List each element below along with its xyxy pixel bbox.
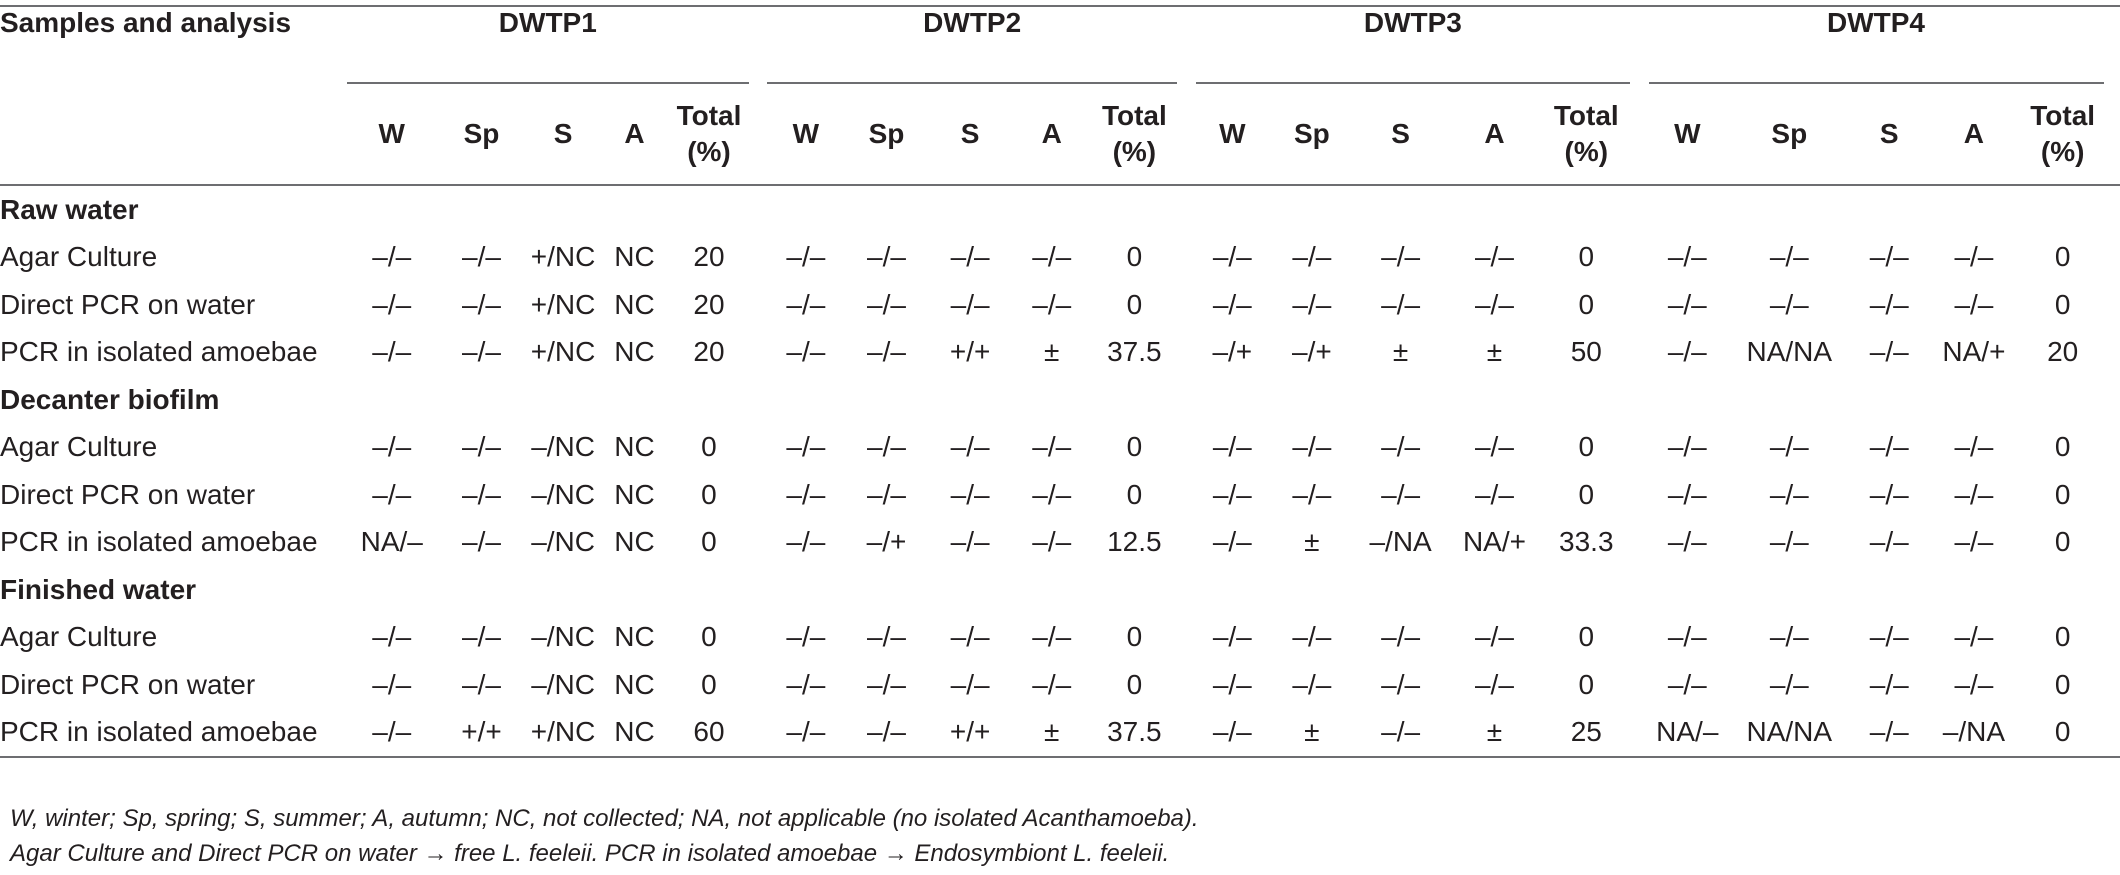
- value-cell: –/–: [372, 336, 412, 368]
- gap-cell: [1630, 6, 1648, 83]
- row-label: Direct PCR on water: [0, 478, 256, 510]
- total-cell: 0: [1578, 241, 1595, 273]
- gap-cell: [1630, 471, 1648, 519]
- value-cell: –/–: [1381, 241, 1421, 273]
- value-cell: –/–: [1212, 478, 1252, 510]
- value-cell: –/–: [1381, 431, 1421, 463]
- value-cell: –/–: [462, 241, 501, 273]
- value-cell: –/–: [786, 241, 826, 273]
- total-cell: 0: [1578, 288, 1595, 320]
- value-cell: +/NC: [530, 716, 596, 748]
- subheader-cell: Sp: [868, 118, 905, 149]
- value-cell: –/–: [786, 716, 826, 748]
- value-cell: –/–: [1869, 478, 1909, 510]
- value-cell: –/–: [1474, 621, 1514, 653]
- row-label: PCR in isolated amoebae: [0, 716, 318, 748]
- value-cell: –/–: [1869, 288, 1909, 320]
- gap-cell: [2104, 661, 2120, 709]
- results-table: [0, 5, 2120, 758]
- gap-cell: [2104, 83, 2120, 185]
- value-cell: –/–: [372, 431, 412, 463]
- total-cell: 0: [1578, 621, 1595, 653]
- value-cell: –/–: [1954, 478, 1994, 510]
- group-header-dwtp1: DWTP1: [347, 6, 749, 83]
- value-cell: ±: [1304, 716, 1320, 748]
- value-cell: –/–: [867, 668, 906, 700]
- value-cell: –/–: [1032, 621, 1072, 653]
- total-cell: 0: [2054, 241, 2071, 273]
- value-cell: –/–: [372, 478, 412, 510]
- value-cell: –/NC: [531, 478, 595, 510]
- value-cell: –/–: [1954, 431, 1994, 463]
- value-cell: +/+: [461, 716, 502, 748]
- total-cell: 20: [693, 241, 725, 273]
- total-cell: 20: [693, 288, 725, 320]
- total-cell: 25: [1570, 716, 1602, 748]
- value-cell: –/NA: [1942, 716, 2006, 748]
- value-cell: –/–: [1869, 621, 1909, 653]
- total-cell: 37.5: [1107, 336, 1162, 368]
- value-cell: –/–: [1212, 526, 1252, 558]
- gap-cell: [749, 424, 767, 472]
- value-cell: –/–: [1954, 526, 1994, 558]
- value-cell: –/–: [1381, 668, 1421, 700]
- subheader-cell: S: [1391, 118, 1410, 149]
- gap-cell: [1630, 329, 1648, 377]
- gap-cell: [2104, 6, 2120, 83]
- total-cell: 12.5: [1107, 526, 1162, 558]
- value-cell: –/–: [950, 241, 990, 273]
- subheader-cell: A: [1963, 118, 1985, 149]
- value-cell: –/–: [462, 288, 501, 320]
- value-cell: –/–: [1667, 241, 1707, 273]
- row-label: Direct PCR on water: [0, 288, 256, 320]
- gap-cell: [1177, 614, 1195, 662]
- value-cell: –/–: [867, 621, 906, 653]
- total-cell: 0: [1578, 668, 1595, 700]
- gap-cell: [1177, 83, 1195, 185]
- value-cell: NA/–: [1656, 716, 1719, 748]
- gap-cell: [749, 709, 767, 758]
- table-row: [0, 709, 2120, 758]
- gap-cell: [1177, 424, 1195, 472]
- value-cell: NC: [614, 241, 655, 273]
- value-cell: –/–: [372, 241, 412, 273]
- value-cell: –/–: [1869, 431, 1909, 463]
- value-cell: –/–: [1954, 621, 1994, 653]
- gap-cell: [1630, 234, 1648, 282]
- total-cell: 37.5: [1107, 716, 1162, 748]
- section-title: Decanter biofilm: [0, 383, 220, 415]
- subheader-cell: W: [378, 118, 405, 149]
- gap-cell: [1177, 281, 1195, 329]
- subheader-cell: A: [1041, 118, 1062, 149]
- gap-cell: [1177, 661, 1195, 709]
- gap-cell: [1630, 519, 1648, 567]
- value-cell: –/–: [950, 478, 990, 510]
- table-row: [0, 329, 2120, 377]
- subheader-cell: W: [1674, 118, 1701, 149]
- gap-cell: [2104, 329, 2120, 377]
- gap-cell: [2104, 424, 2120, 472]
- total-cell: 60: [693, 716, 725, 748]
- total-cell: 33.3: [1559, 526, 1614, 558]
- value-cell: +/+: [949, 336, 991, 368]
- value-cell: NC: [614, 336, 655, 368]
- value-cell: –/–: [1769, 241, 1809, 273]
- gap-cell: [749, 614, 767, 662]
- value-cell: –/–: [867, 716, 906, 748]
- value-cell: –/–: [1769, 478, 1809, 510]
- value-cell: –/–: [867, 288, 906, 320]
- value-cell: NC: [614, 431, 655, 463]
- value-cell: –/–: [1954, 241, 1994, 273]
- footnote-abbreviations: W, winter; Sp, spring; S, summer; A, autumn; NC, not collected; NA, not applicable (no isolated Acanthamoeba).: [10, 805, 1199, 832]
- value-cell: –/–: [462, 668, 501, 700]
- section-title: Finished water: [0, 573, 197, 605]
- value-cell: –/–: [1032, 288, 1072, 320]
- group-header-dwtp2: DWTP2: [767, 6, 1177, 83]
- value-cell: –/–: [1032, 526, 1072, 558]
- table-row: [0, 424, 2120, 472]
- subheader-cell: Sp: [463, 118, 500, 149]
- subheader-cell: S: [960, 118, 980, 149]
- value-cell: –/NA: [1369, 526, 1432, 558]
- total-cell: 0: [2054, 716, 2071, 748]
- gap-cell: [749, 329, 767, 377]
- total-cell: 0: [701, 526, 717, 558]
- subheader-cell: S: [553, 118, 573, 149]
- value-cell: NA/+: [1942, 336, 2006, 368]
- gap-cell: [1177, 6, 1195, 83]
- total-cell: 0: [2054, 288, 2071, 320]
- table-body: [0, 185, 2120, 757]
- value-cell: –/+: [1212, 336, 1253, 368]
- gap-cell: [1630, 281, 1648, 329]
- value-cell: –/NC: [531, 431, 595, 463]
- value-cell: –/–: [372, 288, 412, 320]
- row-label: PCR in isolated amoebae: [0, 336, 318, 368]
- value-cell: NC: [614, 526, 655, 558]
- gap-cell: [1177, 471, 1195, 519]
- value-cell: –/–: [1667, 336, 1707, 368]
- value-cell: ±: [1304, 526, 1320, 558]
- gap-cell: [749, 519, 767, 567]
- total-cell: 0: [2054, 621, 2071, 653]
- value-cell: –/+: [866, 526, 907, 558]
- value-cell: –/–: [786, 621, 826, 653]
- value-cell: –/–: [1474, 288, 1514, 320]
- subheader-cell: Sp: [1771, 118, 1808, 149]
- value-cell: –/–: [1769, 526, 1809, 558]
- value-cell: –/–: [372, 621, 412, 653]
- value-cell: NC: [614, 621, 655, 653]
- subheader-cell: S: [1879, 118, 1899, 149]
- gap-cell: [1630, 614, 1648, 662]
- value-cell: –/–: [786, 431, 826, 463]
- table-row: [0, 661, 2120, 709]
- value-cell: –/–: [1292, 431, 1332, 463]
- value-cell: –/–: [1667, 526, 1707, 558]
- total-cell: 0: [1126, 288, 1143, 320]
- total-cell: 0: [1126, 431, 1143, 463]
- value-cell: NC: [614, 668, 655, 700]
- gap-cell: [749, 83, 767, 185]
- value-cell: –/–: [1381, 621, 1421, 653]
- table-row: [0, 471, 2120, 519]
- value-cell: –/–: [1032, 478, 1072, 510]
- value-cell: –/–: [1381, 478, 1421, 510]
- value-cell: NA/–: [360, 526, 423, 558]
- value-cell: –/–: [1212, 431, 1252, 463]
- total-cell: 0: [2054, 478, 2071, 510]
- total-cell: 0: [2054, 526, 2071, 558]
- first-column-header: Samples and analysis: [0, 7, 292, 38]
- value-cell: –/–: [950, 288, 990, 320]
- value-cell: –/–: [1212, 241, 1252, 273]
- subheader-cell: Total (%): [2030, 100, 2096, 167]
- value-cell: NA/NA: [1746, 716, 1833, 748]
- value-cell: –/–: [1212, 668, 1252, 700]
- value-cell: –/–: [1869, 336, 1909, 368]
- value-cell: –/–: [1212, 621, 1252, 653]
- value-cell: –/–: [372, 668, 412, 700]
- value-cell: –/–: [1667, 668, 1707, 700]
- total-cell: 20: [693, 336, 725, 368]
- gap-cell: [749, 234, 767, 282]
- group-header-dwtp4: DWTP4: [1649, 6, 2104, 83]
- value-cell: –/–: [1212, 288, 1252, 320]
- value-cell: NC: [614, 478, 655, 510]
- total-cell: 0: [1578, 478, 1595, 510]
- section-title: Raw water: [0, 193, 139, 225]
- value-cell: –/–: [1032, 431, 1072, 463]
- subheader-cell: Total (%): [676, 100, 742, 167]
- subheader-cell: W: [1219, 118, 1246, 149]
- value-cell: –/–: [786, 668, 826, 700]
- gap-cell: [1630, 83, 1648, 185]
- subheader-cell: Total (%): [1101, 100, 1167, 167]
- table-row: [0, 281, 2120, 329]
- value-cell: +/NC: [530, 288, 596, 320]
- gap-cell: [2104, 234, 2120, 282]
- subheader-cell: A: [1484, 118, 1505, 149]
- gap-cell: [2104, 471, 2120, 519]
- section-row: [0, 376, 2120, 424]
- value-cell: –/–: [786, 526, 826, 558]
- value-cell: –/–: [1292, 668, 1332, 700]
- value-cell: –/–: [1292, 478, 1332, 510]
- gap-cell: [749, 471, 767, 519]
- total-cell: 0: [701, 621, 717, 653]
- value-cell: –/–: [786, 478, 826, 510]
- value-cell: –/–: [1667, 431, 1707, 463]
- subheader-cell: Sp: [1293, 118, 1330, 149]
- group-header-row: [0, 6, 2120, 83]
- group-header-dwtp3: DWTP3: [1196, 6, 1631, 83]
- value-cell: –/–: [1667, 478, 1707, 510]
- value-cell: –/–: [1769, 431, 1809, 463]
- value-cell: ±: [1486, 716, 1503, 748]
- section-row: [0, 185, 2120, 234]
- gap-cell: [1177, 519, 1195, 567]
- table-row: [0, 234, 2120, 282]
- value-cell: –/–: [1869, 668, 1909, 700]
- table-row: [0, 519, 2120, 567]
- value-cell: –/–: [1954, 668, 1994, 700]
- footnote-method-notes: Agar Culture and Direct PCR on water → free L. feeleii. PCR in isolated amoebae → Endosymbiont L. feeleii.: [10, 840, 1170, 867]
- value-cell: –/–: [1474, 431, 1514, 463]
- value-cell: +/+: [949, 716, 991, 748]
- value-cell: –/–: [867, 241, 906, 273]
- total-cell: 50: [1570, 336, 1602, 368]
- value-cell: –/–: [372, 716, 412, 748]
- subheader-cell: Total (%): [1553, 100, 1619, 167]
- value-cell: –/–: [1869, 526, 1909, 558]
- gap-cell: [1177, 709, 1195, 758]
- value-cell: –/–: [1954, 288, 1994, 320]
- value-cell: –/–: [1474, 668, 1514, 700]
- value-cell: –/–: [462, 526, 501, 558]
- gap-cell: [1630, 709, 1648, 758]
- value-cell: –/–: [1667, 288, 1707, 320]
- total-cell: 0: [701, 668, 717, 700]
- value-cell: –/–: [1381, 716, 1421, 748]
- value-cell: –/–: [1667, 621, 1707, 653]
- gap-cell: [1177, 329, 1195, 377]
- row-label: Agar Culture: [0, 431, 158, 463]
- value-cell: –/–: [1769, 621, 1809, 653]
- value-cell: –/–: [1212, 716, 1252, 748]
- value-cell: –/–: [867, 431, 906, 463]
- value-cell: ±: [1486, 336, 1503, 368]
- value-cell: –/–: [1474, 478, 1514, 510]
- value-cell: –/–: [462, 336, 501, 368]
- value-cell: –/–: [1769, 668, 1809, 700]
- total-cell: 0: [1578, 431, 1595, 463]
- value-cell: –/–: [1292, 621, 1332, 653]
- gap-cell: [1630, 661, 1648, 709]
- section-row: [0, 566, 2120, 614]
- gap-cell: [1177, 234, 1195, 282]
- value-cell: NA/+: [1462, 526, 1526, 558]
- row-label: Agar Culture: [0, 621, 158, 653]
- value-cell: –/–: [1381, 288, 1421, 320]
- value-cell: –/–: [786, 336, 826, 368]
- total-cell: 0: [701, 431, 717, 463]
- value-cell: +/NC: [530, 241, 596, 273]
- row-label: PCR in isolated amoebae: [0, 526, 318, 558]
- gap-cell: [2104, 281, 2120, 329]
- value-cell: –/–: [950, 431, 990, 463]
- value-cell: NC: [614, 288, 655, 320]
- value-cell: –/–: [1292, 288, 1332, 320]
- value-cell: –/–: [462, 431, 501, 463]
- value-cell: –/–: [1032, 241, 1072, 273]
- row-label: Direct PCR on water: [0, 668, 256, 700]
- value-cell: –/NC: [531, 668, 595, 700]
- value-cell: –/–: [462, 478, 501, 510]
- value-cell: ±: [1044, 716, 1060, 748]
- value-cell: NC: [614, 716, 655, 748]
- value-cell: –/NC: [531, 621, 595, 653]
- value-cell: –/–: [1869, 716, 1909, 748]
- table-row: [0, 614, 2120, 662]
- total-cell: 0: [2054, 668, 2071, 700]
- value-cell: –/NC: [531, 526, 595, 558]
- value-cell: –/–: [867, 336, 906, 368]
- value-cell: –/–: [1769, 288, 1809, 320]
- gap-cell: [749, 281, 767, 329]
- value-cell: –/–: [950, 526, 990, 558]
- value-cell: –/–: [950, 621, 990, 653]
- value-cell: –/+: [1292, 336, 1332, 368]
- value-cell: –/–: [1032, 668, 1072, 700]
- value-cell: –/–: [786, 288, 826, 320]
- gap-cell: [2104, 709, 2120, 758]
- value-cell: –/–: [867, 478, 906, 510]
- value-cell: –/–: [1292, 241, 1332, 273]
- value-cell: ±: [1392, 336, 1409, 368]
- total-cell: 0: [1126, 478, 1143, 510]
- total-cell: 20: [2047, 336, 2079, 368]
- value-cell: +/NC: [530, 336, 596, 368]
- value-cell: –/–: [462, 621, 501, 653]
- value-cell: NA/NA: [1746, 336, 1833, 368]
- total-cell: 0: [1126, 621, 1143, 653]
- gap-cell: [1630, 424, 1648, 472]
- total-cell: 0: [1126, 668, 1143, 700]
- value-cell: –/–: [1869, 241, 1909, 273]
- total-cell: 0: [2054, 431, 2071, 463]
- value-cell: ±: [1044, 336, 1060, 368]
- gap-cell: [749, 6, 767, 83]
- gap-cell: [749, 661, 767, 709]
- total-cell: 0: [1126, 241, 1143, 273]
- gap-cell: [2104, 519, 2120, 567]
- row-label: Agar Culture: [0, 241, 158, 273]
- value-cell: –/–: [950, 668, 990, 700]
- subheader-cell: W: [792, 118, 820, 149]
- total-cell: 0: [701, 478, 717, 510]
- gap-cell: [2104, 614, 2120, 662]
- subheader-cell: A: [624, 118, 645, 149]
- value-cell: –/–: [1474, 241, 1514, 273]
